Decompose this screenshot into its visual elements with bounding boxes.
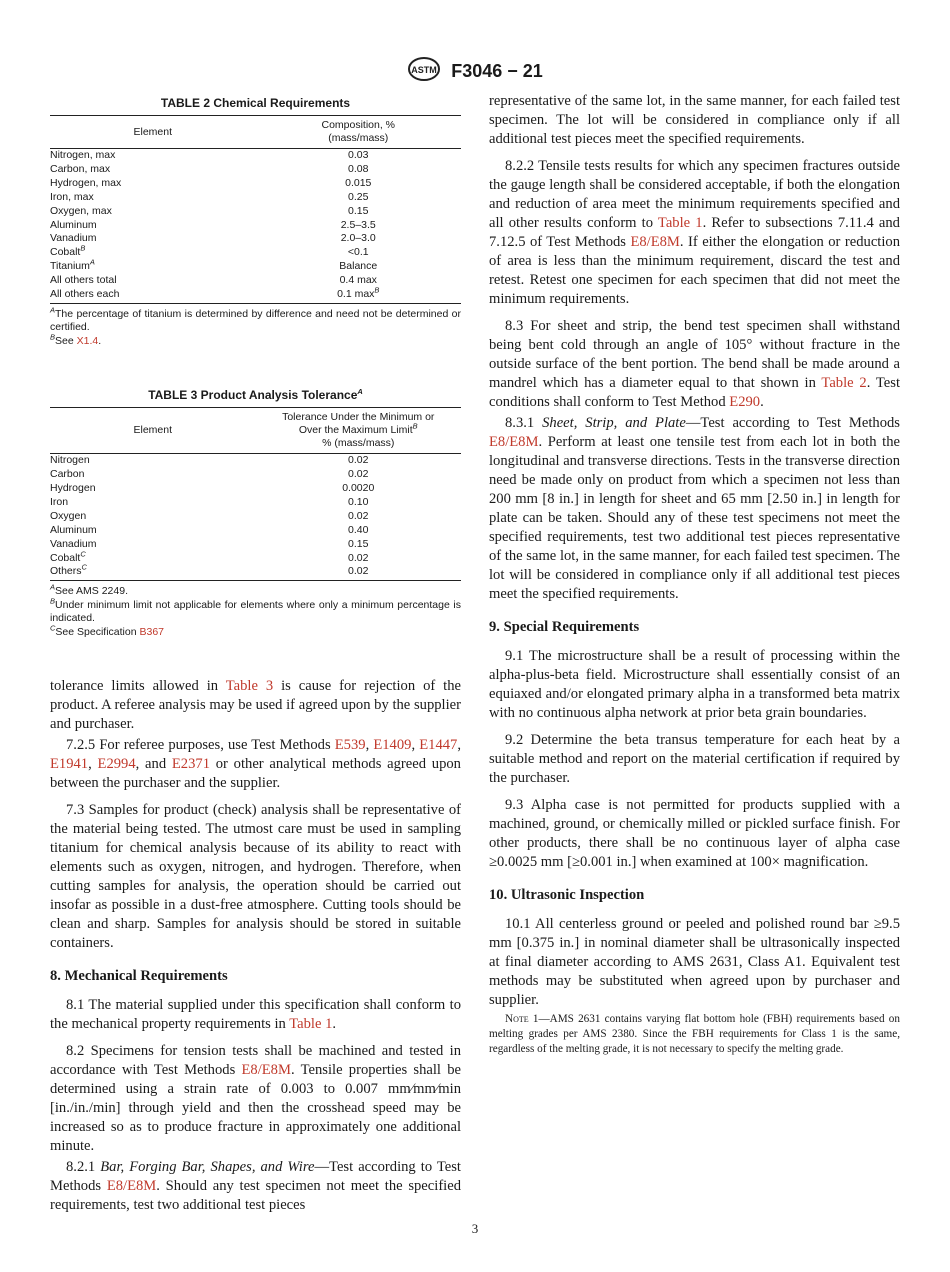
paragraph-8-2: 8.2 Specimens for tension tests shall be machined and tested in accordance with Test Methods E8/E8M. Tensile properties shall be determined using a strain rate of 0.003 to 0.007 mm⁄mm⁄min [in./in./min] through yield and then the crosshead speed may be increased so as to produce fracture in approximately one additional minute. — [50, 1042, 461, 1154]
table2-row — [50, 205, 461, 219]
table3-cell-element: Oxygen — [50, 509, 87, 522]
table2-cell-value: <0.1 — [347, 246, 369, 259]
table3-cell-value: 0.02 — [348, 468, 369, 481]
table2-row — [50, 232, 461, 246]
table2-row — [50, 219, 461, 233]
table2-cell-value: 2.5–3.5 — [340, 218, 376, 231]
table3-row — [50, 496, 461, 510]
table2-cell-value: Balance — [339, 260, 378, 273]
table3-footnote-c: $^C$See Specification B367 — [50, 623, 165, 638]
table3-header-tolerance: Tolerance Under the Minimum or Over the Maximum Limit$^B$ % (mass/mass) — [256, 408, 462, 454]
section-10-heading: 10. Ultrasonic Inspection — [489, 887, 645, 903]
section-9-heading: 9. Special Requirements — [489, 619, 640, 635]
section-8-heading: 8. Mechanical Requirements — [50, 967, 228, 984]
table3-row — [50, 510, 461, 524]
table3-cell-value: 0.02 — [256, 565, 462, 580]
table3-header-element: Element — [50, 408, 256, 454]
table2-row — [50, 191, 461, 205]
table2-footnotes — [50, 305, 461, 348]
table2-header-element: Element — [50, 116, 256, 149]
paragraph-8-2-2: 8.2.2 Tensile tests results for which any specimen fractures outside the gauge length shall be considered acceptable, if both the elongation and reduction of area meet the minimum requirements specified and all other results conform to Table 1. Refer to subsections 7.11.4 and 7.12.5 of Test Methods E8/E8M. If either the elongation or reduction of area is less than the minimum requirement, discard the test and retest. Retest one specimen for each specimen that did not meet the minimum requirements. — [489, 158, 900, 307]
link-b367[interactable]: B367 — [139, 625, 165, 638]
table3-row — [50, 482, 461, 496]
table2-cell-element: All others total — [50, 274, 117, 287]
link-e1447[interactable]: E1447 — [419, 736, 458, 753]
table2-header-composition: Composition, % (mass/mass) — [256, 116, 462, 149]
link-e290[interactable]: E290 — [729, 394, 761, 410]
link-e1941[interactable]: E1941 — [50, 755, 89, 772]
link-e539[interactable]: E539 — [334, 736, 366, 753]
table2-row — [50, 260, 461, 274]
table3-title: TABLE 3 Product Analysis Tolerance$^A$ — [148, 387, 363, 403]
table2-footnote-b: $^B$See X1.4. — [50, 332, 102, 347]
table3-row — [50, 552, 461, 566]
link-e2371[interactable]: E2371 — [171, 755, 210, 772]
table3 — [50, 407, 461, 581]
table2-cell-element: Nitrogen, max — [50, 149, 116, 161]
note-1: Note 1—AMS 2631 contains varying flat bottom hole (FBH) requirements based on melting grades per AMS 2380. Since the FBH requirements for Class 1 is the same, regardless of the melting grade, it is not necessary to specify the melting grade. — [489, 1013, 900, 1055]
table3-row — [50, 524, 461, 538]
table2-row — [50, 163, 461, 177]
table3-cell-value: 0.02 — [348, 454, 369, 467]
paragraph-8-3-1: 8.3.1 Sheet, Strip, and Plate—Test according to Test Methods E8/E8M. Perform at least one tensile test from each lot in both the longitudinal and transverse directions. Tests in the transverse direction need be made only on product from which a specimen not less than 200 mm [8 in.] in length for sheet and 65 mm [2.50 in.] in length for plate can be taken. Should any of these test specimens not meet the specified requirements, test two additional test pieces representative of the same lot, in the same manner, for each failed test specimen. The lot will be considered in compliance only if all additional test pieces meet the specified requirements. — [489, 415, 900, 602]
table2-cell-element: Hydrogen, max — [50, 176, 122, 189]
link-x1-4[interactable]: X1.4 — [76, 334, 99, 347]
table2-cell-value: 0.1 $\max^B$ — [256, 288, 462, 303]
link-table-1[interactable]: Table 1 — [289, 1015, 333, 1032]
table2-cell-element: Cobalt$^B$ — [50, 243, 86, 259]
table3-cell-element: Aluminum — [50, 523, 97, 536]
table3-cell-element: Vanadium — [50, 537, 97, 550]
table3-row — [50, 468, 461, 482]
paragraph-8-2-1-cont: representative of the same lot, in the same manner, for each failed test specimen. The lot will be considered in compliance only if all additional test pieces meet the specified requirements. — [489, 93, 900, 147]
table2-cell-value: 2.0–3.0 — [340, 232, 376, 245]
svg-text:ASTM: ASTM — [411, 65, 437, 75]
table2-cell-value: 0.03 — [348, 149, 369, 161]
link-e8-e8m-4[interactable]: E8/E8M — [489, 434, 539, 450]
table2-row — [50, 149, 461, 163]
table3-row — [50, 538, 461, 552]
paragraph-7-2-4-cont: tolerance limits allowed in Table 3 is cause for rejection of the product. A referee analysis may be used if agreed upon by the supplier and purchaser. — [50, 677, 461, 732]
table3-cell-value: 0.40 — [348, 523, 369, 536]
link-table-2[interactable]: Table 2 — [821, 375, 867, 391]
table3-cell-value: 0.02 — [348, 509, 369, 522]
right-body-text — [489, 92, 900, 1064]
page-header — [0, 56, 950, 87]
link-table-3[interactable]: Table 3 — [225, 677, 274, 694]
paragraph-8-3: 8.3 For sheet and strip, the bend test specimen shall withstand being bent cold through an angle of 105° without fracture in the outside surface of the bent portion. The bend shall be made around a mandrel which has a diameter equal to that shown in Table 2. Test conditions shall conform to Test Method E290. — [489, 318, 901, 410]
table2-title: TABLE 2 Chemical Requirements — [160, 96, 351, 110]
table2-row — [50, 274, 461, 288]
table2-cell-element: Aluminum — [50, 218, 97, 231]
paragraph-7-3: 7.3 Samples for product (check) analysis shall be representative of the material being tested. The utmost care must be used in sampling titanium for chemical analysis because of its ability to react with elements such as oxygen, nitrogen, and hydrogen. Therefore, when cutting samples for analysis, the operation should be carried out insofar as possible in a dust-free atmosphere. Cutting tools should be clean and sharp. Samples for analysis should be stored in suitable containers. — [50, 801, 461, 951]
table2-cell-element: Iron, max — [50, 190, 94, 203]
page-number: 3 — [471, 1221, 479, 1236]
table3-cell-value: 0.02 — [348, 551, 369, 564]
table2-cell-element: Carbon, max — [50, 162, 111, 175]
table3-footnote-b: $^B$Under minimum limit not applicable for elements where only a minimum percentage is indicated. — [50, 596, 461, 625]
astm-logo-icon — [407, 56, 441, 87]
paragraph-9-2: 9.2 Determine the beta transus temperature for each heat by a suitable method and report on the material certification if required by the purchaser. — [489, 732, 900, 786]
link-e8-e8m-2[interactable]: E8/E8M — [106, 1177, 157, 1194]
table2-row — [50, 177, 461, 191]
table2-cell-value: 0.015 — [345, 176, 372, 189]
table3-cell-element: Others$^C$ — [50, 565, 256, 580]
table3-cell-element: Cobalt$^C$ — [50, 549, 86, 564]
table3-cell-element: Carbon — [50, 468, 85, 481]
paragraph-10-1: 10.1 All centerless ground or peeled and polished round bar ≥9.5 mm [0.375 in.] in nominal diameter shall be ultrasonically inspected at final diameter according to AMS 2631, Class A1. Equivalent test methods may be substituted when agreed upon by purchaser and supplier. — [489, 916, 900, 1008]
table2-cell-value: 0.15 — [348, 204, 369, 217]
table3-cell-value: 0.0020 — [342, 482, 375, 494]
table2-cell-element: Vanadium — [50, 232, 97, 245]
table3-cell-element: Hydrogen — [50, 482, 96, 494]
link-e2994[interactable]: E2994 — [97, 755, 136, 772]
table3-cell-element: Nitrogen — [50, 454, 90, 467]
paragraph-8-1: 8.1 The material supplied under this specification shall conform to the mechanical property requirements in Table 1. — [50, 996, 461, 1032]
left-body-text — [50, 677, 461, 1215]
table3-footnotes — [50, 582, 461, 639]
link-table-1-b[interactable]: Table 1 — [657, 215, 703, 231]
table3-cell-value: 0.10 — [348, 495, 369, 508]
paragraph-7-2-5: 7.2.5 For referee purposes, use Test Methods E539, E1409, E1447, E1941, E2994, and E2371 or other analytical methods agreed upon between the purchaser and the supplier. — [50, 736, 461, 791]
paragraph-9-1: 9.1 The microstructure shall be a result of processing within the alpha-plus-beta field. Microstructure shall essentially consist of an equiaxed and/or elongated primary alpha in a transformed beta matrix with no continuous alpha network at prior beta grain boundaries. — [489, 648, 900, 721]
table3-cell-value: 0.15 — [348, 537, 369, 550]
table2-cell-element: All others each — [50, 288, 256, 303]
table2-cell-element: Titanium$^A$ — [50, 257, 95, 273]
table2-cell-value: 0.4 max — [339, 274, 377, 287]
paragraph-9-3: 9.3 Alpha case is not permitted for products supplied with a machined, ground, or chemically milled or pickled surface finish. For other products, there shall be no continuous layer of alpha case ≥0.0025 mm [≥0.001 in.] when examined at 100× magnification. — [489, 797, 900, 870]
table2-cell-value: 0.25 — [348, 190, 369, 203]
table2-footnote-a: $^A$The percentage of titanium is determined by difference and need not be determined or certified. — [50, 305, 461, 334]
table2 — [50, 115, 461, 304]
paragraph-8-2-1: 8.2.1 Bar, Forging Bar, Shapes, and Wire—Test according to Test Methods E8/E8M. Should any test specimen not meet the specified requirements, test two additional test pieces — [50, 1158, 462, 1213]
link-e8-e8m-3[interactable]: E8/E8M — [630, 234, 680, 250]
table3-cell-element: Iron — [50, 495, 69, 508]
table2-row — [50, 288, 461, 303]
link-e1409[interactable]: E1409 — [373, 736, 412, 753]
table3-row — [50, 565, 461, 580]
table2-row — [50, 246, 461, 260]
table3-footnote-a: $^A$See AMS 2249. — [50, 582, 128, 598]
table2-cell-element: Oxygen, max — [50, 204, 112, 217]
table2-cell-value: 0.08 — [348, 162, 369, 175]
document-designation: F3046 − 21 — [451, 61, 543, 81]
table3-row — [50, 454, 461, 468]
link-e8-e8m[interactable]: E8/E8M — [241, 1061, 291, 1078]
